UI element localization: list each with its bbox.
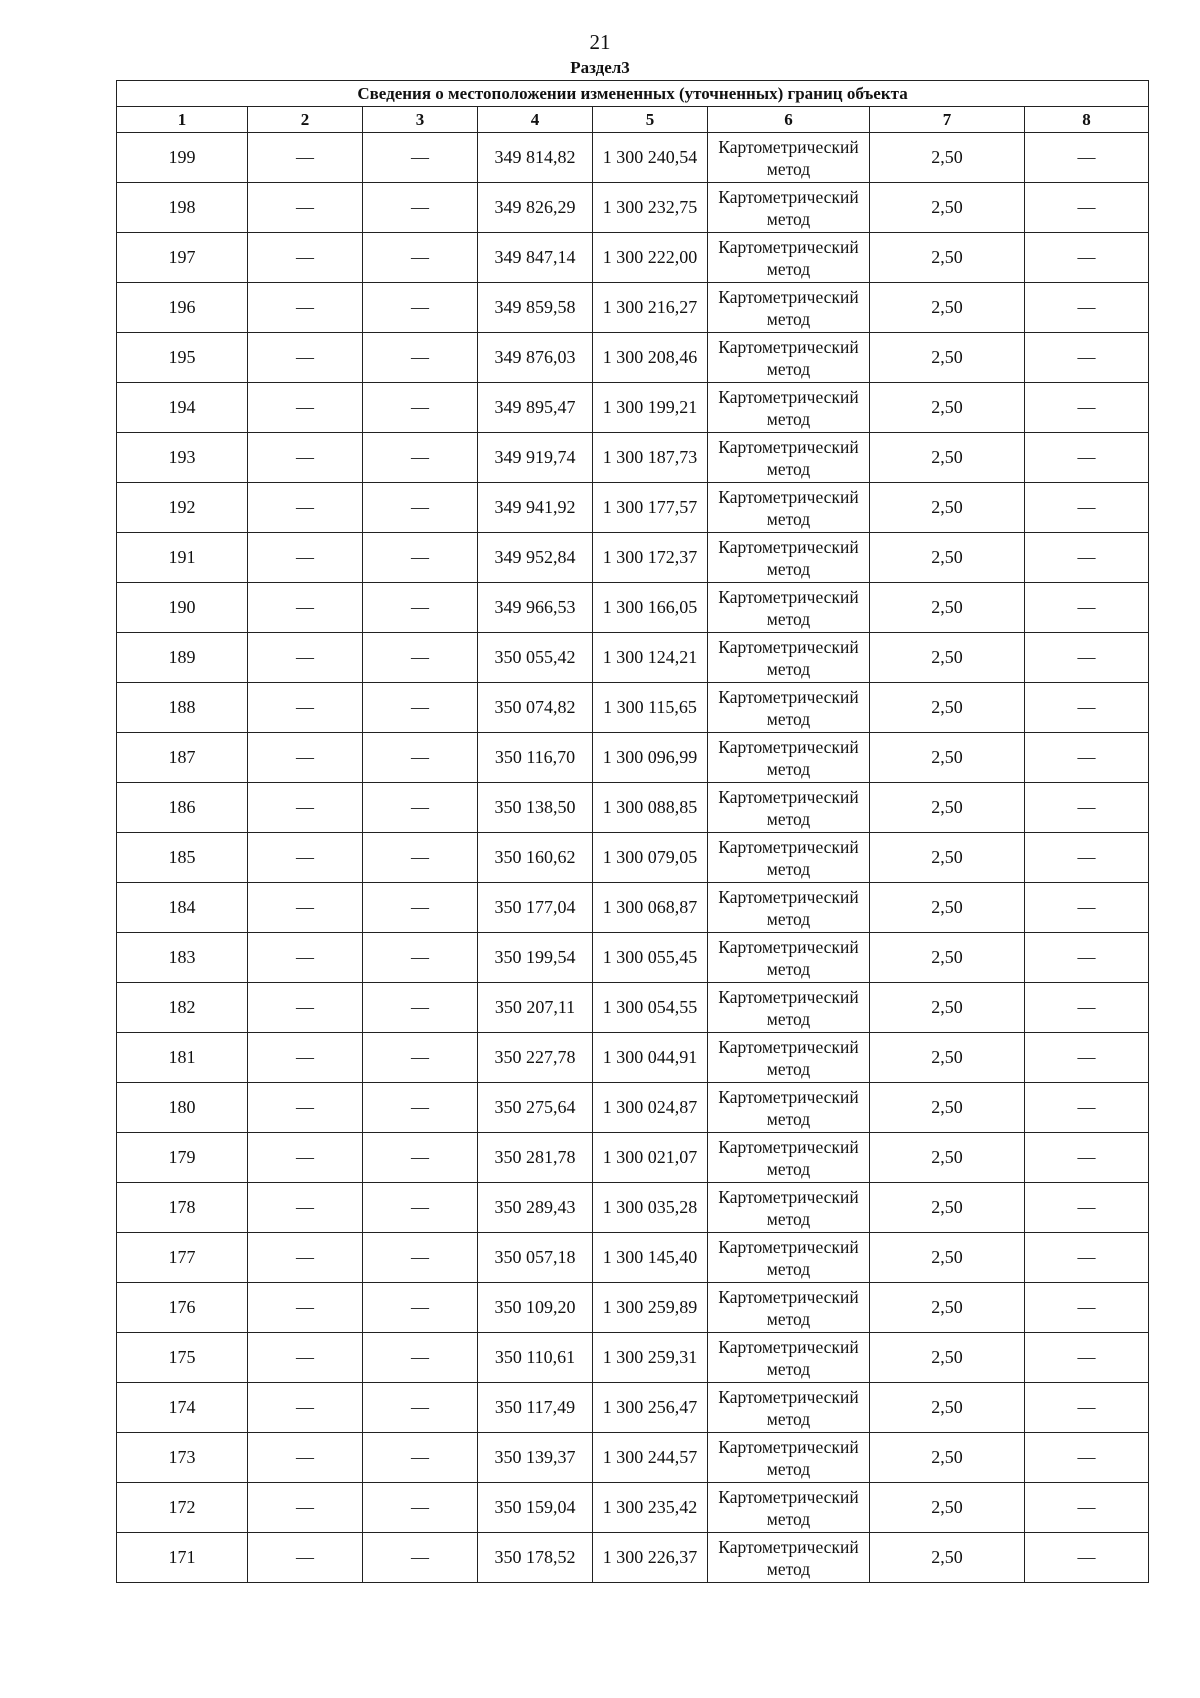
column-3-cell: —	[363, 1133, 478, 1183]
column-number-row	[117, 107, 1149, 133]
method-cell: Картометрический метод	[708, 333, 870, 383]
table-row	[117, 183, 1149, 233]
precision-cell: 2,50	[870, 333, 1025, 383]
column-3-cell: —	[363, 1483, 478, 1533]
x-coordinate-cell: 350 177,04	[478, 883, 593, 933]
precision-cell: 2,50	[870, 1433, 1025, 1483]
column-2-cell: —	[248, 333, 363, 383]
table-row	[117, 433, 1149, 483]
table-row	[117, 1233, 1149, 1283]
y-coordinate-cell: 1 300 222,00	[593, 233, 708, 283]
y-coordinate-cell: 1 300 232,75	[593, 183, 708, 233]
table-row	[117, 983, 1149, 1033]
precision-cell: 2,50	[870, 1033, 1025, 1083]
table-row	[117, 483, 1149, 533]
column-8-cell: —	[1025, 333, 1149, 383]
column-2-cell: —	[248, 483, 363, 533]
column-8-cell: —	[1025, 283, 1149, 333]
method-cell: Картометрический метод	[708, 1433, 870, 1483]
table-row	[117, 1533, 1149, 1583]
table-row	[117, 1333, 1149, 1383]
column-2-cell: —	[248, 633, 363, 683]
precision-cell: 2,50	[870, 183, 1025, 233]
column-3-cell: —	[363, 583, 478, 633]
method-cell: Картометрический метод	[708, 1333, 870, 1383]
x-coordinate-cell: 349 826,29	[478, 183, 593, 233]
precision-cell: 2,50	[870, 1483, 1025, 1533]
y-coordinate-cell: 1 300 035,28	[593, 1183, 708, 1233]
x-coordinate-cell: 350 178,52	[478, 1533, 593, 1583]
y-coordinate-cell: 1 300 115,65	[593, 683, 708, 733]
column-3-cell: —	[363, 883, 478, 933]
point-number-cell: 198	[117, 183, 248, 233]
column-2-cell: —	[248, 1033, 363, 1083]
column-2-cell: —	[248, 1333, 363, 1383]
method-cell: Картометрический метод	[708, 1383, 870, 1433]
point-number-cell: 197	[117, 233, 248, 283]
column-number-6: 6	[708, 107, 870, 133]
x-coordinate-cell: 350 199,54	[478, 933, 593, 983]
column-2-cell: —	[248, 1483, 363, 1533]
method-cell: Картометрический метод	[708, 1483, 870, 1533]
point-number-cell: 195	[117, 333, 248, 383]
method-cell: Картометрический метод	[708, 683, 870, 733]
column-8-cell: —	[1025, 183, 1149, 233]
column-number-7: 7	[870, 107, 1025, 133]
method-cell: Картометрический метод	[708, 183, 870, 233]
column-3-cell: —	[363, 983, 478, 1033]
y-coordinate-cell: 1 300 256,47	[593, 1383, 708, 1433]
x-coordinate-cell: 350 110,61	[478, 1333, 593, 1383]
method-cell: Картометрический метод	[708, 383, 870, 433]
column-number-2: 2	[248, 107, 363, 133]
column-3-cell: —	[363, 633, 478, 683]
column-3-cell: —	[363, 833, 478, 883]
point-number-cell: 194	[117, 383, 248, 433]
table-row	[117, 733, 1149, 783]
column-8-cell: —	[1025, 733, 1149, 783]
column-2-cell: —	[248, 183, 363, 233]
column-8-cell: —	[1025, 1133, 1149, 1183]
column-2-cell: —	[248, 833, 363, 883]
point-number-cell: 186	[117, 783, 248, 833]
precision-cell: 2,50	[870, 883, 1025, 933]
column-3-cell: —	[363, 283, 478, 333]
point-number-cell: 177	[117, 1233, 248, 1283]
column-number-8: 8	[1025, 107, 1149, 133]
column-3-cell: —	[363, 433, 478, 483]
method-cell: Картометрический метод	[708, 483, 870, 533]
table-row	[117, 383, 1149, 433]
column-8-cell: —	[1025, 783, 1149, 833]
x-coordinate-cell: 349 895,47	[478, 383, 593, 433]
column-8-cell: —	[1025, 1283, 1149, 1333]
column-2-cell: —	[248, 983, 363, 1033]
x-coordinate-cell: 350 160,62	[478, 833, 593, 883]
precision-cell: 2,50	[870, 783, 1025, 833]
column-2-cell: —	[248, 1283, 363, 1333]
point-number-cell: 199	[117, 133, 248, 183]
x-coordinate-cell: 350 289,43	[478, 1183, 593, 1233]
column-3-cell: —	[363, 183, 478, 233]
column-8-cell: —	[1025, 683, 1149, 733]
table-body	[117, 133, 1149, 1583]
y-coordinate-cell: 1 300 088,85	[593, 783, 708, 833]
x-coordinate-cell: 350 227,78	[478, 1033, 593, 1083]
column-2-cell: —	[248, 1133, 363, 1183]
column-8-cell: —	[1025, 1383, 1149, 1433]
column-3-cell: —	[363, 1283, 478, 1333]
column-2-cell: —	[248, 433, 363, 483]
method-cell: Картометрический метод	[708, 1233, 870, 1283]
table-row	[117, 883, 1149, 933]
table-row	[117, 1383, 1149, 1433]
column-2-cell: —	[248, 1433, 363, 1483]
precision-cell: 2,50	[870, 583, 1025, 633]
precision-cell: 2,50	[870, 283, 1025, 333]
column-8-cell: —	[1025, 1183, 1149, 1233]
column-2-cell: —	[248, 733, 363, 783]
column-8-cell: —	[1025, 1433, 1149, 1483]
table-row	[117, 1283, 1149, 1333]
precision-cell: 2,50	[870, 983, 1025, 1033]
y-coordinate-cell: 1 300 024,87	[593, 1083, 708, 1133]
point-number-cell: 192	[117, 483, 248, 533]
column-8-cell: —	[1025, 433, 1149, 483]
x-coordinate-cell: 350 139,37	[478, 1433, 593, 1483]
column-3-cell: —	[363, 383, 478, 433]
precision-cell: 2,50	[870, 1533, 1025, 1583]
precision-cell: 2,50	[870, 433, 1025, 483]
method-cell: Картометрический метод	[708, 1083, 870, 1133]
y-coordinate-cell: 1 300 124,21	[593, 633, 708, 683]
page-number: 21	[589, 30, 611, 54]
column-2-cell: —	[248, 883, 363, 933]
column-3-cell: —	[363, 1433, 478, 1483]
precision-cell: 2,50	[870, 483, 1025, 533]
column-2-cell: —	[248, 783, 363, 833]
x-coordinate-cell: 349 814,82	[478, 133, 593, 183]
column-8-cell: —	[1025, 483, 1149, 533]
column-2-cell: —	[248, 1533, 363, 1583]
table-row	[117, 533, 1149, 583]
column-2-cell: —	[248, 583, 363, 633]
y-coordinate-cell: 1 300 054,55	[593, 983, 708, 1033]
y-coordinate-cell: 1 300 235,42	[593, 1483, 708, 1533]
point-number-cell: 196	[117, 283, 248, 333]
method-cell: Картометрический метод	[708, 933, 870, 983]
precision-cell: 2,50	[870, 833, 1025, 883]
table-row	[117, 283, 1149, 333]
column-8-cell: —	[1025, 1333, 1149, 1383]
table-row	[117, 833, 1149, 883]
column-3-cell: —	[363, 1383, 478, 1433]
column-8-cell: —	[1025, 833, 1149, 883]
x-coordinate-cell: 350 055,42	[478, 633, 593, 683]
column-3-cell: —	[363, 533, 478, 583]
precision-cell: 2,50	[870, 1183, 1025, 1233]
column-3-cell: —	[363, 333, 478, 383]
section-label: Раздел3	[570, 58, 630, 77]
x-coordinate-cell: 350 117,49	[478, 1383, 593, 1433]
precision-cell: 2,50	[870, 533, 1025, 583]
column-2-cell: —	[248, 233, 363, 283]
precision-cell: 2,50	[870, 933, 1025, 983]
column-8-cell: —	[1025, 133, 1149, 183]
column-3-cell: —	[363, 1533, 478, 1583]
method-cell: Картометрический метод	[708, 133, 870, 183]
column-8-cell: —	[1025, 1483, 1149, 1533]
point-number-cell: 175	[117, 1333, 248, 1383]
column-2-cell: —	[248, 1083, 363, 1133]
table-row	[117, 633, 1149, 683]
table-row	[117, 583, 1149, 633]
column-3-cell: —	[363, 683, 478, 733]
y-coordinate-cell: 1 300 259,89	[593, 1283, 708, 1333]
point-number-cell: 187	[117, 733, 248, 783]
column-3-cell: —	[363, 933, 478, 983]
method-cell: Картометрический метод	[708, 1033, 870, 1083]
y-coordinate-cell: 1 300 199,21	[593, 383, 708, 433]
x-coordinate-cell: 350 138,50	[478, 783, 593, 833]
y-coordinate-cell: 1 300 226,37	[593, 1533, 708, 1583]
method-cell: Картометрический метод	[708, 983, 870, 1033]
method-cell: Картометрический метод	[708, 233, 870, 283]
column-8-cell: —	[1025, 883, 1149, 933]
method-cell: Картометрический метод	[708, 533, 870, 583]
x-coordinate-cell: 350 281,78	[478, 1133, 593, 1183]
point-number-cell: 171	[117, 1533, 248, 1583]
column-8-cell: —	[1025, 1533, 1149, 1583]
column-3-cell: —	[363, 783, 478, 833]
precision-cell: 2,50	[870, 683, 1025, 733]
column-8-cell: —	[1025, 583, 1149, 633]
method-cell: Картометрический метод	[708, 633, 870, 683]
method-cell: Картометрический метод	[708, 1283, 870, 1333]
y-coordinate-cell: 1 300 172,37	[593, 533, 708, 583]
point-number-cell: 183	[117, 933, 248, 983]
x-coordinate-cell: 350 109,20	[478, 1283, 593, 1333]
column-3-cell: —	[363, 1083, 478, 1133]
column-number-4: 4	[478, 107, 593, 133]
point-number-cell: 173	[117, 1433, 248, 1483]
column-2-cell: —	[248, 283, 363, 333]
x-coordinate-cell: 349 847,14	[478, 233, 593, 283]
table-row	[117, 933, 1149, 983]
x-coordinate-cell: 349 919,74	[478, 433, 593, 483]
y-coordinate-cell: 1 300 055,45	[593, 933, 708, 983]
table-row	[117, 783, 1149, 833]
method-cell: Картометрический метод	[708, 833, 870, 883]
y-coordinate-cell: 1 300 021,07	[593, 1133, 708, 1183]
precision-cell: 2,50	[870, 1283, 1025, 1333]
point-number-cell: 188	[117, 683, 248, 733]
column-8-cell: —	[1025, 233, 1149, 283]
y-coordinate-cell: 1 300 166,05	[593, 583, 708, 633]
y-coordinate-cell: 1 300 259,31	[593, 1333, 708, 1383]
column-8-cell: —	[1025, 383, 1149, 433]
column-3-cell: —	[363, 1333, 478, 1383]
x-coordinate-cell: 349 941,92	[478, 483, 593, 533]
point-number-cell: 185	[117, 833, 248, 883]
column-2-cell: —	[248, 1233, 363, 1283]
method-cell: Картометрический метод	[708, 883, 870, 933]
y-coordinate-cell: 1 300 240,54	[593, 133, 708, 183]
y-coordinate-cell: 1 300 244,57	[593, 1433, 708, 1483]
table-row	[117, 1483, 1149, 1533]
y-coordinate-cell: 1 300 177,57	[593, 483, 708, 533]
precision-cell: 2,50	[870, 1233, 1025, 1283]
point-number-cell: 182	[117, 983, 248, 1033]
y-coordinate-cell: 1 300 145,40	[593, 1233, 708, 1283]
x-coordinate-cell: 350 116,70	[478, 733, 593, 783]
column-8-cell: —	[1025, 1033, 1149, 1083]
method-cell: Картометрический метод	[708, 1533, 870, 1583]
method-cell: Картометрический метод	[708, 1133, 870, 1183]
boundary-coordinates-table	[116, 80, 1149, 1583]
x-coordinate-cell: 350 207,11	[478, 983, 593, 1033]
column-2-cell: —	[248, 1383, 363, 1433]
precision-cell: 2,50	[870, 133, 1025, 183]
x-coordinate-cell: 350 057,18	[478, 1233, 593, 1283]
point-number-cell: 184	[117, 883, 248, 933]
method-cell: Картометрический метод	[708, 283, 870, 333]
precision-cell: 2,50	[870, 733, 1025, 783]
column-8-cell: —	[1025, 533, 1149, 583]
method-cell: Картометрический метод	[708, 1183, 870, 1233]
x-coordinate-cell: 349 952,84	[478, 533, 593, 583]
precision-cell: 2,50	[870, 233, 1025, 283]
x-coordinate-cell: 349 966,53	[478, 583, 593, 633]
column-8-cell: —	[1025, 1233, 1149, 1283]
point-number-cell: 181	[117, 1033, 248, 1083]
column-3-cell: —	[363, 133, 478, 183]
table-row	[117, 233, 1149, 283]
column-2-cell: —	[248, 533, 363, 583]
x-coordinate-cell: 350 275,64	[478, 1083, 593, 1133]
y-coordinate-cell: 1 300 079,05	[593, 833, 708, 883]
table-row	[117, 1083, 1149, 1133]
table-row	[117, 1033, 1149, 1083]
method-cell: Картометрический метод	[708, 583, 870, 633]
table-row	[117, 333, 1149, 383]
x-coordinate-cell: 349 876,03	[478, 333, 593, 383]
column-8-cell: —	[1025, 1083, 1149, 1133]
point-number-cell: 191	[117, 533, 248, 583]
table-row	[117, 1133, 1149, 1183]
precision-cell: 2,50	[870, 1333, 1025, 1383]
table-row	[117, 683, 1149, 733]
column-3-cell: —	[363, 1033, 478, 1083]
column-8-cell: —	[1025, 983, 1149, 1033]
column-2-cell: —	[248, 383, 363, 433]
column-3-cell: —	[363, 233, 478, 283]
precision-cell: 2,50	[870, 1133, 1025, 1183]
method-cell: Картометрический метод	[708, 783, 870, 833]
y-coordinate-cell: 1 300 096,99	[593, 733, 708, 783]
precision-cell: 2,50	[870, 383, 1025, 433]
y-coordinate-cell: 1 300 208,46	[593, 333, 708, 383]
x-coordinate-cell: 349 859,58	[478, 283, 593, 333]
method-cell: Картометрический метод	[708, 733, 870, 783]
column-3-cell: —	[363, 483, 478, 533]
point-number-cell: 193	[117, 433, 248, 483]
y-coordinate-cell: 1 300 068,87	[593, 883, 708, 933]
table-row	[117, 133, 1149, 183]
y-coordinate-cell: 1 300 216,27	[593, 283, 708, 333]
precision-cell: 2,50	[870, 1383, 1025, 1433]
point-number-cell: 174	[117, 1383, 248, 1433]
column-3-cell: —	[363, 733, 478, 783]
column-number-3: 3	[363, 107, 478, 133]
x-coordinate-cell: 350 074,82	[478, 683, 593, 733]
point-number-cell: 172	[117, 1483, 248, 1533]
column-3-cell: —	[363, 1233, 478, 1283]
column-2-cell: —	[248, 683, 363, 733]
column-8-cell: —	[1025, 933, 1149, 983]
precision-cell: 2,50	[870, 1083, 1025, 1133]
point-number-cell: 180	[117, 1083, 248, 1133]
column-3-cell: —	[363, 1183, 478, 1233]
column-2-cell: —	[248, 1183, 363, 1233]
column-2-cell: —	[248, 933, 363, 983]
column-number-1: 1	[117, 107, 248, 133]
precision-cell: 2,50	[870, 633, 1025, 683]
point-number-cell: 190	[117, 583, 248, 633]
table-row	[117, 1183, 1149, 1233]
point-number-cell: 176	[117, 1283, 248, 1333]
point-number-cell: 189	[117, 633, 248, 683]
point-number-cell: 179	[117, 1133, 248, 1183]
point-number-cell: 178	[117, 1183, 248, 1233]
column-2-cell: —	[248, 133, 363, 183]
method-cell: Картометрический метод	[708, 433, 870, 483]
table-row	[117, 1433, 1149, 1483]
y-coordinate-cell: 1 300 187,73	[593, 433, 708, 483]
y-coordinate-cell: 1 300 044,91	[593, 1033, 708, 1083]
table-title: Сведения о местоположении измененных (уточненных) границ объекта	[117, 81, 1149, 107]
column-number-5: 5	[593, 107, 708, 133]
column-8-cell: —	[1025, 633, 1149, 683]
x-coordinate-cell: 350 159,04	[478, 1483, 593, 1533]
